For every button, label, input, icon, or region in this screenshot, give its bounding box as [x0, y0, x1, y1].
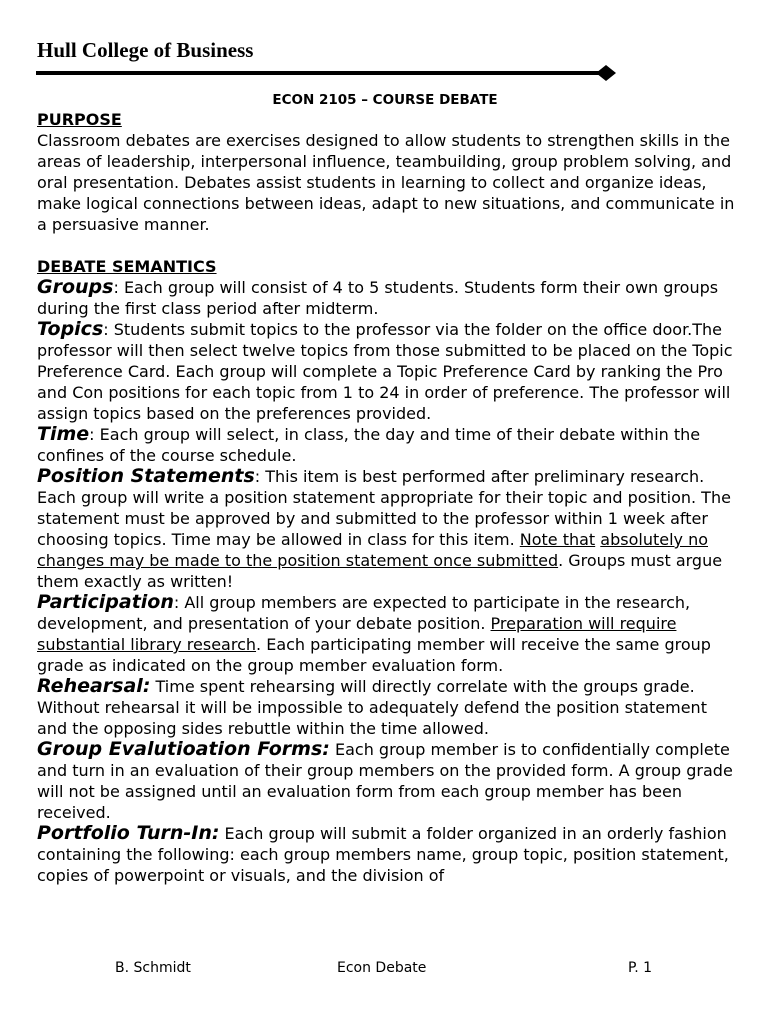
- purpose-paragraph: Classroom debates are exercises designed to allow students to strengthen skills in the areas of leadership, interpersonal influence, teambuilding, group problem solving, and oral presentation. Debates assist students in learning to collect and organize ideas, make logical connections between ideas, adapt to new situations, and communicate in a persuasive manner.: [37, 131, 735, 234]
- section-spacer: [37, 235, 737, 256]
- college-name: Hull College of Business: [37, 38, 254, 62]
- purpose-heading: PURPOSE: [37, 110, 122, 129]
- position-note-underlined: absolutely no changes may be made to the position statement once submitted: [37, 530, 709, 570]
- position-text: : This item is best performed after preliminary research. Each group will write a position statement appropriate for their topic and position. The statement must be approved by and submitted to the professor within 1 week after choosing topics. Time may be allowed in class for this item.: [37, 467, 731, 549]
- topics-item: [37, 319, 737, 424]
- position-note-prefix: Note that: [519, 530, 596, 549]
- topics-text: : Students submit topics to the professor via the folder on the office door.The professor will then select twelve topics from those submitted to be placed on the Topic Preference Card. Each group will complete a Topic Preference Card by ranking the Pro and Con positions for each topic from 1 to 24 in order of preference. The professor will assign topics based on the preferences provided.: [37, 320, 733, 423]
- participation-term: Participation: [37, 591, 174, 613]
- participation-underlined: Preparation will require substantial library research: [37, 614, 677, 654]
- footer-page-number: P. 1: [628, 960, 653, 976]
- participation-text: : All group members are expected to participate in the research, development, and presentation of your debate position.: [37, 593, 691, 633]
- evaluation-term: Group Evalutioation Forms:: [37, 738, 330, 760]
- participation-suffix: . Each participating member will receive the same group grade as indicated on the group member evaluation form.: [37, 635, 711, 675]
- portfolio-term: Portfolio Turn-In:: [37, 822, 220, 844]
- evaluation-text: Each group member is to confidentially complete and turn in an evaluation of their group members on the provided form. A group grade will not be assigned until an evaluation form from each group member has been received.: [37, 740, 733, 822]
- participation-item: [37, 592, 737, 676]
- position-note-suffix: . Groups must argue them exactly as written!: [37, 551, 723, 591]
- groups-item: [37, 277, 737, 319]
- course-title: ECON 2105 – COURSE DEBATE: [272, 92, 498, 108]
- evaluation-item: [37, 739, 737, 823]
- rehearsal-text: Time spent rehearsing will directly correlate with the groups grade. Without rehearsal it will be impossible to adequately defend the position statement and the opposing sides rebuttle within the time allowed.: [37, 677, 707, 738]
- position-item: [37, 466, 737, 592]
- time-term: Time: [37, 423, 90, 445]
- time-text: : Each group will select, in class, the day and time of their debate within the confines of the course schedule.: [37, 425, 701, 465]
- semantics-heading: DEBATE SEMANTICS: [37, 257, 217, 276]
- groups-term: Groups: [37, 276, 114, 298]
- time-item: [37, 424, 737, 466]
- portfolio-text: Each group will submit a folder organized in an orderly fashion containing the following: each group members name, group topic, position statement, copies of powerpoint or visuals, and the division of: [37, 824, 729, 885]
- rehearsal-term: Rehearsal:: [37, 675, 151, 697]
- footer-author: B. Schmidt: [115, 960, 191, 976]
- document-body: [37, 109, 737, 886]
- rehearsal-item: [37, 676, 737, 739]
- topics-term: Topics: [37, 318, 104, 340]
- position-term: Position Statements: [37, 465, 255, 487]
- groups-text: : Each group will consist of 4 to 5 students. Students form their own groups during the first class period after midterm.: [37, 278, 719, 318]
- footer-title: Econ Debate: [337, 960, 427, 976]
- header-rule-diamond: [36, 64, 618, 84]
- portfolio-item: [37, 823, 737, 886]
